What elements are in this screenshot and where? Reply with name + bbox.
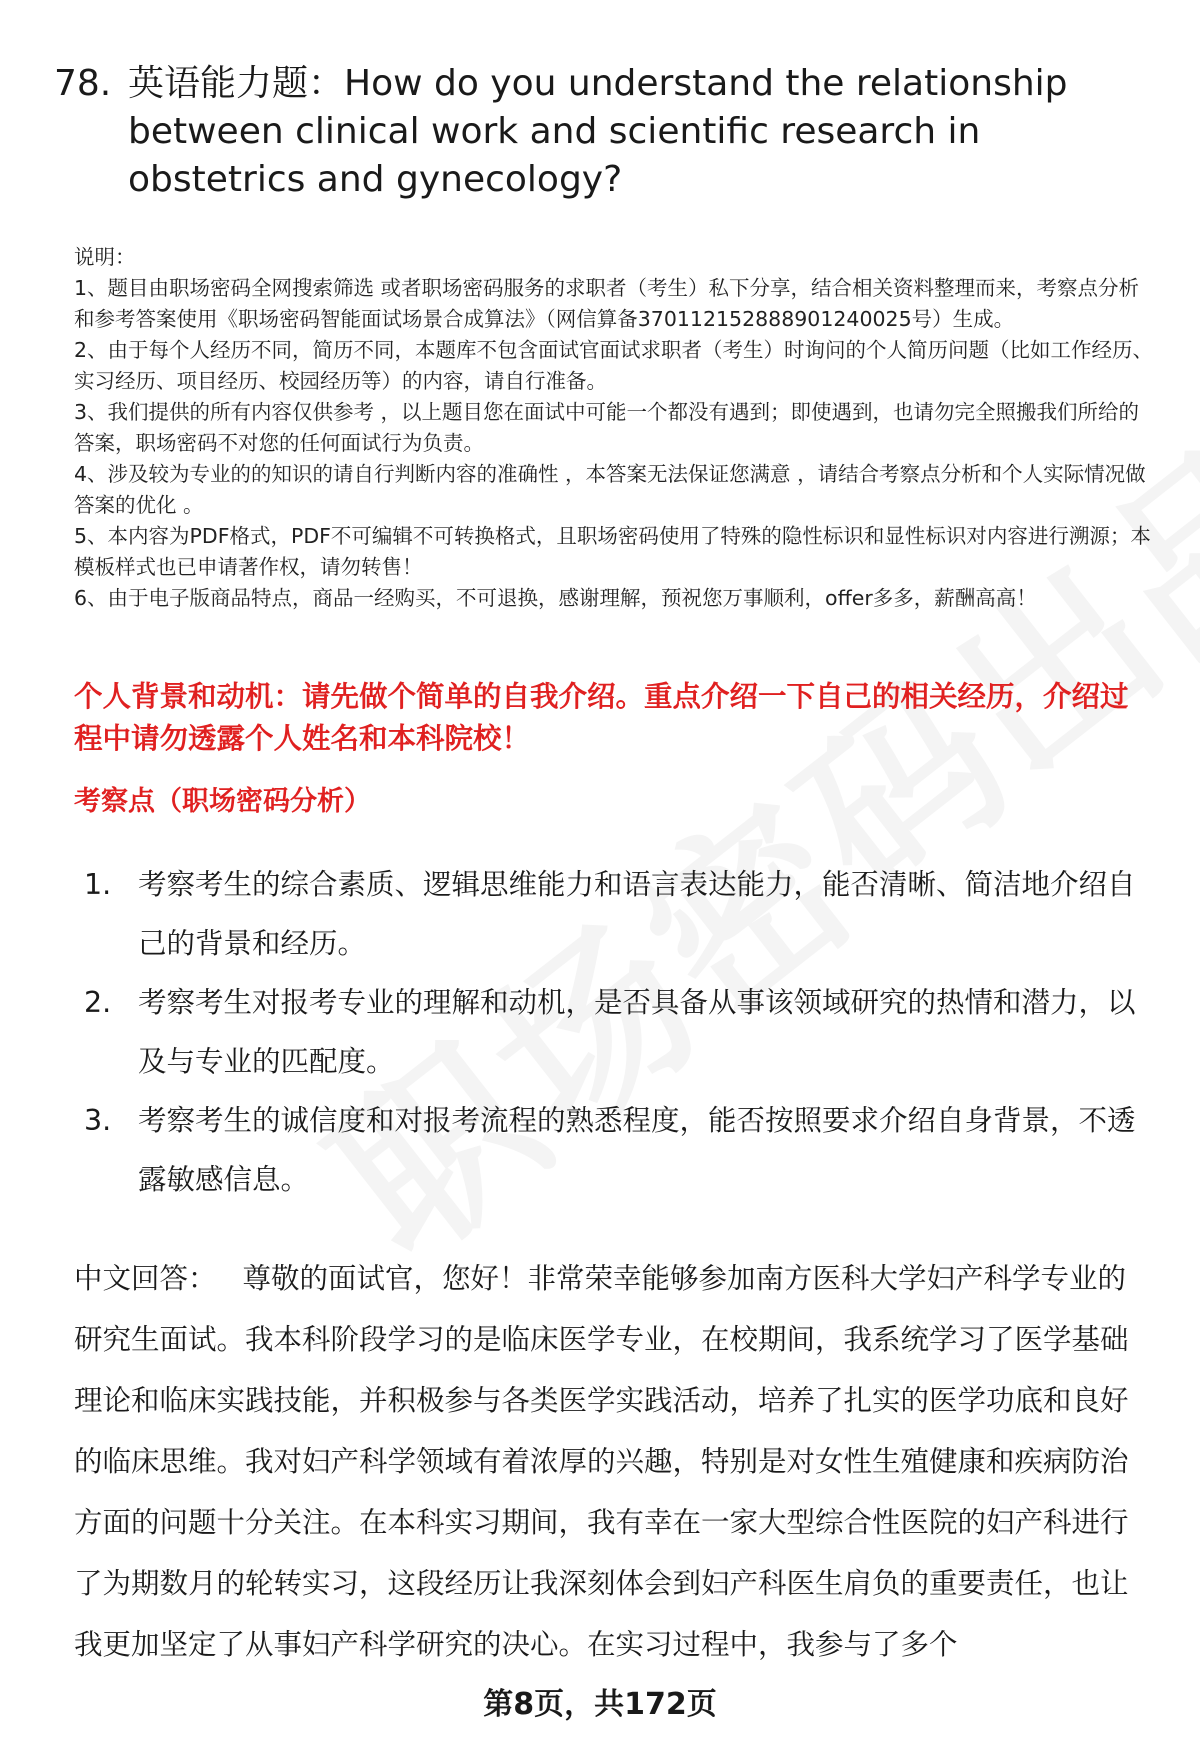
notes-item: 3、我们提供的所有内容仅供参考 ，以上题目您在面试中可能一个都没有遇到；即使遇到，也请勿完全照搬我们所给的答案，职场密码不对您的任何面试行为负责。 (74, 400, 1140, 455)
notes-item: 4、涉及较为专业的的知识的请自行判断内容的准确性 ，本答案无法保证您满意 ，请结合考察点分析和个人实际情况做答案的优化 。 (74, 462, 1146, 517)
notes-title: 说明： (74, 245, 136, 269)
notes-item: 6、由于电子版商品特点，商品一经购买，不可退换，感谢理解，预祝您万事顺利，offer多多，薪酬高高！ (74, 586, 1037, 610)
section-heading: 个人背景和动机：请先做个简单的自我介绍。重点介绍一下自己的相关经历，介绍过程中请勿透露个人姓名和本科院校！ (74, 680, 1129, 755)
point-number: 3. (84, 1104, 112, 1137)
notes-block (74, 242, 1154, 614)
page-number: 第8页，共172页 (483, 1687, 717, 1722)
list-item (74, 1091, 1154, 1209)
question-number: 78. (54, 63, 112, 104)
list-item (74, 855, 1154, 973)
point-number: 1. (84, 868, 112, 901)
notes-item: 1、题目由职场密码全网搜索筛选 或者职场密码服务的求职者（考生）私下分享，结合相关资料整理而来，考察点分析和参考答案使用《职场密码智能面试场景合成算法》（网信算备370112152888901240025号）生成。 (74, 276, 1140, 331)
answer-text: 尊敬的面试官，您好！非常荣幸能够参加南方医科大学妇产科学专业的研究生面试。我本科阶段学习的是临床医学专业，在校期间，我系统学习了医学基础理论和临床实践技能，并积极参与各类医学实践活动，培养了扎实的医学功底和良好的临床思维。我对妇产科学领域有着浓厚的兴趣，特别是对女性生殖健康和疾病防治方面的问题十分关注。在本科实习期间，我有幸在一家大型综合性医院的妇产科进行了为期数月的轮转实习，这段经历让我深刻体会到妇产科医生肩负的重要责任，也让我更加坚定了从事妇产科学研究的决心。在实习过程中，我参与了多个 (74, 1262, 1129, 1661)
notes-item: 2、由于每个人经历不同，简历不同，本题库不包含面试官面试求职者（考生）时询问的个人简历问题（比如工作经历、实习经历、项目经历、校园经历等）的内容，请自行准备。 (74, 338, 1154, 393)
answer-label: 中文回答： (74, 1262, 217, 1295)
answer-paragraph (74, 1248, 1154, 1675)
list-item (74, 973, 1154, 1091)
point-text: 考察考生的综合素质、逻辑思维能力和语言表达能力，能否清晰、简洁地介绍自己的背景和经历。 (138, 868, 1136, 960)
point-text: 考察考生对报考专业的理解和动机，是否具备从事该领域研究的热情和潜力，以及与专业的匹配度。 (138, 986, 1136, 1078)
point-text: 考察考生的诚信度和对报考流程的熟悉程度，能否按照要求介绍自身背景，不透露敏感信息。 (138, 1104, 1136, 1196)
question-text: 英语能力题：How do you understand the relationship between clinical work and scientific research in obstetrics and gynecology? (128, 63, 1068, 200)
point-number: 2. (84, 986, 112, 1019)
analysis-title: 考察点（职场密码分析） (74, 786, 371, 817)
question-title (54, 60, 1134, 204)
analysis-points-list (74, 855, 1154, 1209)
notes-item: 5、本内容为PDF格式，PDF不可编辑不可转换格式，且职场密码使用了特殊的隐性标识和显性标识对内容进行溯源；本模板样式也已申请著作权，请勿转售！ (74, 524, 1151, 579)
